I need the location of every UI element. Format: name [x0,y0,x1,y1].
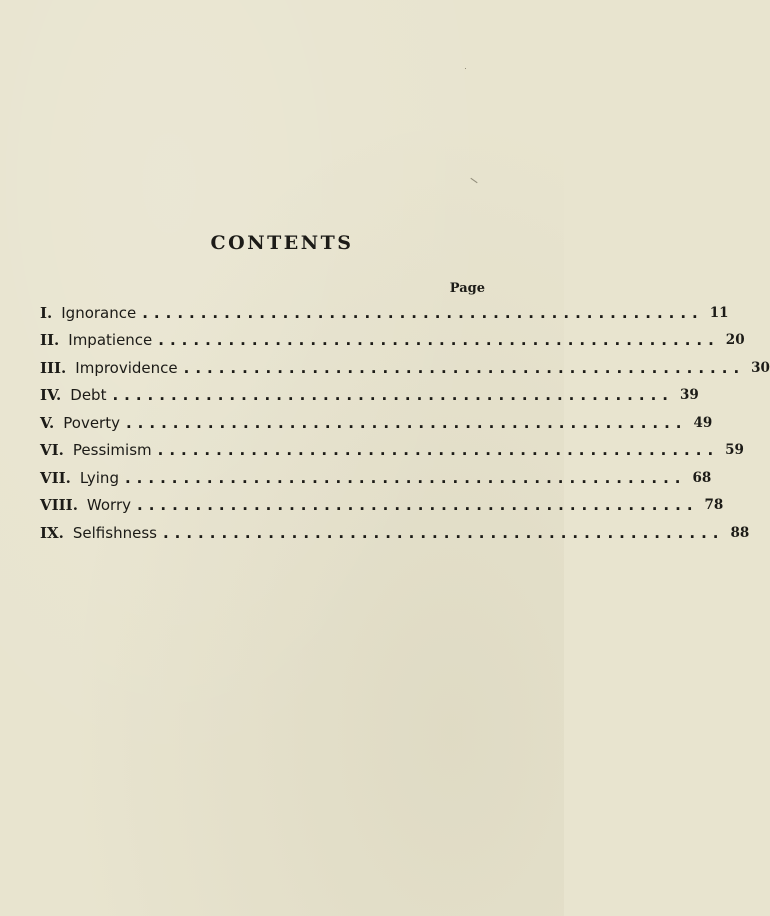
dot-leader: ................................................ [162,523,725,542]
table-of-contents [40,299,770,547]
chapter-numeral: VIII. [40,496,78,515]
chapter-title: Ignorance [61,303,137,322]
chapter-page: 39 [679,387,699,404]
toc-entry [40,327,745,355]
dot-leader: ................................................ [112,386,674,405]
chapter-page: 49 [693,414,713,431]
toc-entry [40,409,713,437]
chapter-numeral: VI. [40,441,64,460]
chapter-title: Pessimism [72,441,152,460]
chapter-numeral: IX. [40,523,64,542]
toc-entry [40,519,750,547]
page-title: CONTENTS [210,232,354,254]
chapter-page: 78 [704,497,724,514]
dot-leader: ................................................ [157,441,720,460]
chapter-page: 30 [751,359,770,376]
page-column-label: Page [449,281,485,296]
chapter-numeral: III. [40,358,67,377]
dot-leader: ................................................ [142,303,704,322]
chapter-title: Improvidence [75,358,178,377]
chapter-numeral: I. [40,303,53,322]
chapter-page: 11 [709,304,729,321]
chapter-title: Selfishness [72,523,157,542]
chapter-numeral: VII. [40,468,71,487]
paper-speck [465,68,466,69]
chapter-page: 68 [692,469,712,486]
chapter-title: Poverty [63,413,120,432]
chapter-title: Worry [86,496,131,515]
chapter-numeral: II. [40,331,60,350]
chapter-page: 20 [725,332,745,349]
toc-entry [40,464,712,492]
dot-leader: ................................................ [125,413,688,432]
chapter-numeral: V. [40,413,55,432]
chapter-page: 59 [725,442,744,459]
chapter-page: 88 [730,524,750,541]
dot-leader: ................................................ [124,468,687,487]
dot-leader: ................................................ [158,331,720,350]
toc-entry [40,437,744,465]
chapter-numeral: IV. [40,386,62,405]
chapter-title: Lying [79,468,119,487]
chapter-title: Impatience [68,331,153,350]
toc-entry [40,382,699,410]
toc-entry [40,299,729,327]
dot-leader: ................................................ [183,358,746,377]
paper-speck [470,178,477,183]
toc-entry [40,492,724,520]
chapter-title: Debt [70,386,107,405]
toc-entry [40,354,770,382]
dot-leader: ................................................ [137,496,699,515]
